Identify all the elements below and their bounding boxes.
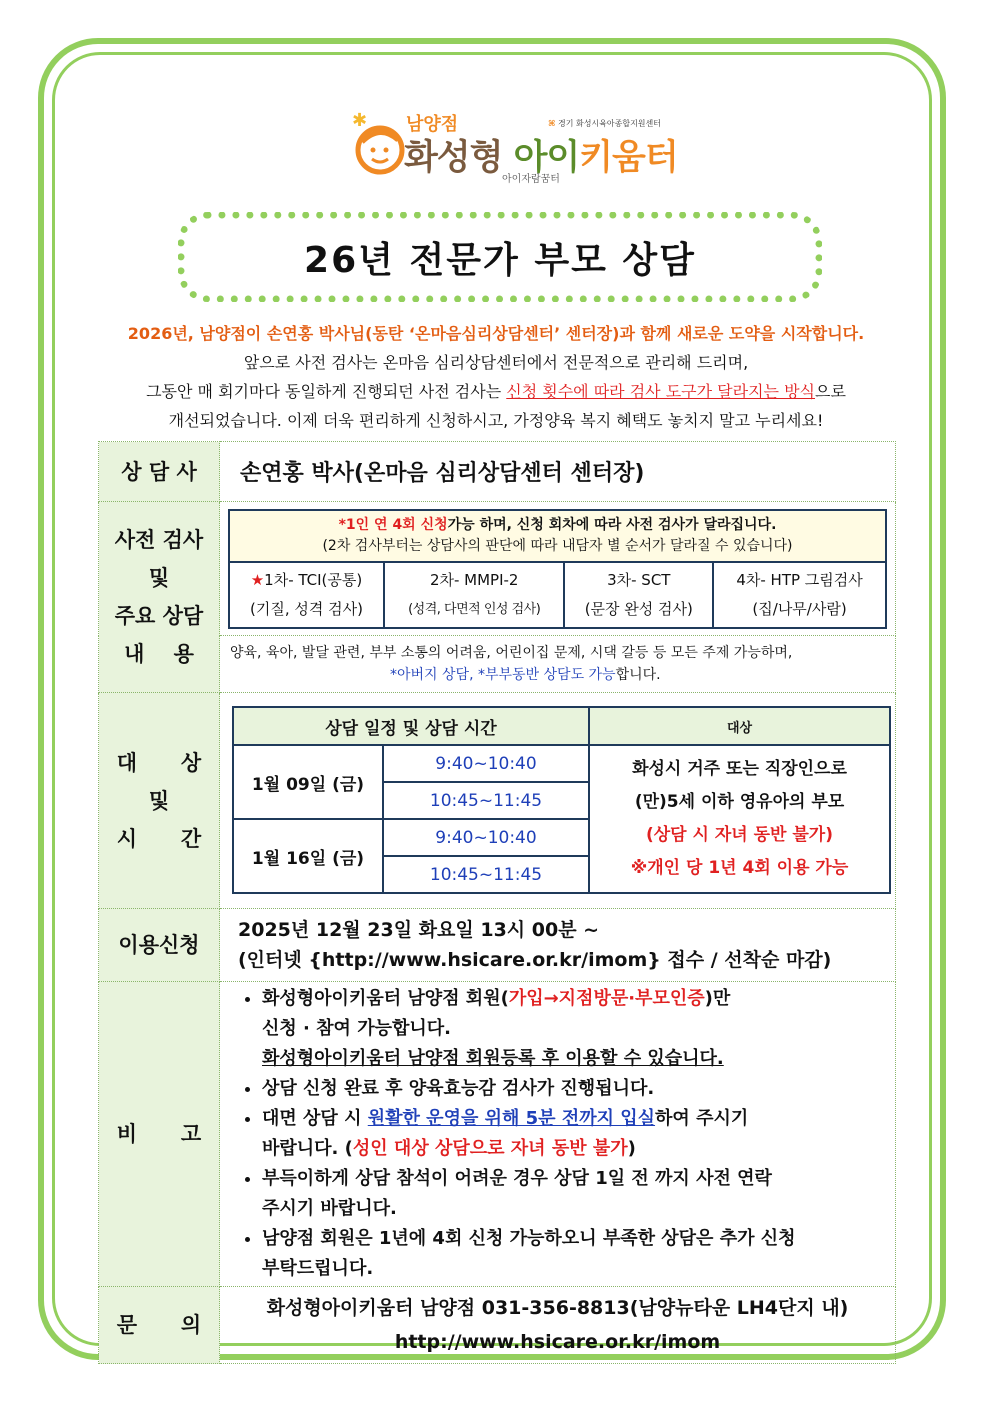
page-title: 26년 전문가 부모 상담 xyxy=(304,239,696,281)
intro-line-3: 그동안 매 회기마다 동일하게 진행되던 사전 검사는 신청 횟수에 따라 검사 도구가 달라지는 방식으로 xyxy=(146,382,846,401)
schedule-slot: 10:45~11:45 xyxy=(383,856,589,893)
counselor-label: 상 담 사 xyxy=(99,442,220,502)
contact-url[interactable]: http://www.hsicare.or.kr/imom xyxy=(394,1331,721,1353)
logo-name: 화성형 아이키움터 xyxy=(404,138,678,178)
topics-content: 양육, 육아, 발달 관련, 부부 소통의 어려움, 어린이집 문제, 시댁 갈등 등 모든 주제 가능하며, *아버지 상담, *부부동반 상담도 가능합니다. xyxy=(220,636,896,693)
intro-line-4: 개선되었습니다. 이제 더욱 편리하게 신청하시고, 가정양육 복지 혜택도 놓치지 말고 누리세요! xyxy=(168,411,824,430)
note-5: • 남양점 회원은 1년에 4회 신청 가능하오니 부족한 상담은 추가 신청 부탁드립니다. xyxy=(262,1224,885,1284)
apply-row xyxy=(99,909,896,982)
note-4: • 부득이하게 상담 참석이 어려운 경우 상담 1일 전 까지 사전 연락 주시기 바랍니다. xyxy=(262,1164,885,1224)
test-1: ★1차- TCI(공통) (기질, 성격 검사) xyxy=(229,562,384,628)
notes-label: 비 고 xyxy=(99,982,220,1287)
schedule-row xyxy=(99,693,896,909)
logo-center-name: ⌘ 경기 화성시육아종합지원센터 xyxy=(548,119,661,128)
schedule-content xyxy=(220,693,896,909)
svg-text:✱: ✱ xyxy=(352,112,368,131)
test-2: 2차- MMPI-2 (성격, 다면적 인성 검사) xyxy=(384,562,564,628)
note-1: • 화성형아이키움터 남양점 회원(가입→지점방문·부모인증)만 신청 · 참여 가능합니다. 화성형아이키움터 남양점 회원등록 후 이용할 수 있습니다. xyxy=(262,984,885,1074)
schedule-label: 대 상 및 시 간 xyxy=(99,693,220,909)
counselor-value: 손연홍 박사(온마음 심리상담센터 센터장) xyxy=(220,442,896,502)
contact-label: 문 의 xyxy=(99,1287,220,1364)
note-2: • 상담 신청 완료 후 양육효능감 검사가 진행됩니다. xyxy=(262,1074,885,1104)
contact-row xyxy=(99,1287,896,1364)
logo-subtitle: 아이자람꿈터 xyxy=(502,174,560,185)
schedule-slot: 9:40~10:40 xyxy=(383,819,589,856)
title-box xyxy=(178,212,822,302)
test-3: 3차- SCT (문장 완성 검사) xyxy=(564,562,713,628)
schedule-slot: 9:40~10:40 xyxy=(383,745,589,782)
pretest-notice: *1인 연 4회 신청가능 하며, 신청 회차에 따라 사전 검사가 달라집니다. (2차 검사부터는 상담사의 판단에 따라 내담자 별 순서가 달라질 수 있습니다) xyxy=(229,510,886,562)
pretest-row xyxy=(99,502,896,636)
contact-phone: 화성형아이키움터 남양점 031-356-8813(남양뉴타운 LH4단지 내) xyxy=(266,1297,849,1319)
intro-line-2: 앞으로 사전 검사는 온마음 심리상담센터에서 전문적으로 관리해 드리며, xyxy=(243,353,749,372)
pretest-content xyxy=(220,502,896,636)
schedule-head-target: 대상 xyxy=(589,707,890,745)
apply-content: 2025년 12월 23일 화요일 13시 00분 ~ (인터넷 {http://www.hsicare.or.kr/imom} 접수 / 선착순 마감) xyxy=(220,909,896,982)
schedule-date-2: 1월 16일 (금) xyxy=(233,819,383,893)
logo-branch: 남양점 xyxy=(406,114,459,135)
schedule-table xyxy=(232,706,891,894)
schedule-target: 화성시 거주 또는 직장인으로 (만)5세 이하 영유아의 부모 (상담 시 자녀 동반 불가) ※개인 당 1년 4회 이용 가능 xyxy=(589,745,890,893)
notes-row xyxy=(99,982,896,1287)
pretest-label: 사전 검사 및 주요 상담 내 용 xyxy=(99,502,220,693)
test-4: 4차- HTP 그림검사 (집/나무/사람) xyxy=(713,562,886,628)
contact-content xyxy=(220,1287,896,1364)
notes-content xyxy=(220,982,896,1287)
apply-label: 이용신청 xyxy=(99,909,220,982)
counselor-row xyxy=(99,442,896,502)
schedule-head-time: 상담 일정 및 상담 시간 xyxy=(233,707,589,745)
schedule-slot: 10:45~11:45 xyxy=(383,782,589,819)
intro-text xyxy=(60,319,932,435)
note-3: • 대면 상담 시 원활한 운영을 위해 5분 전까지 입실하여 주시기 바랍니다. (성인 대상 상담으로 자녀 동반 불가) xyxy=(262,1104,885,1164)
intro-line-1: 2026년, 남양점이 손연홍 박사님(동탄 ‘온마음심리상담센터’ 센터장)과 함께 새로운 도약을 시작합니다. xyxy=(127,324,865,343)
info-table xyxy=(98,441,896,1364)
pretest-table xyxy=(228,509,887,629)
schedule-date-1: 1월 09일 (금) xyxy=(233,745,383,819)
logo xyxy=(352,104,678,185)
